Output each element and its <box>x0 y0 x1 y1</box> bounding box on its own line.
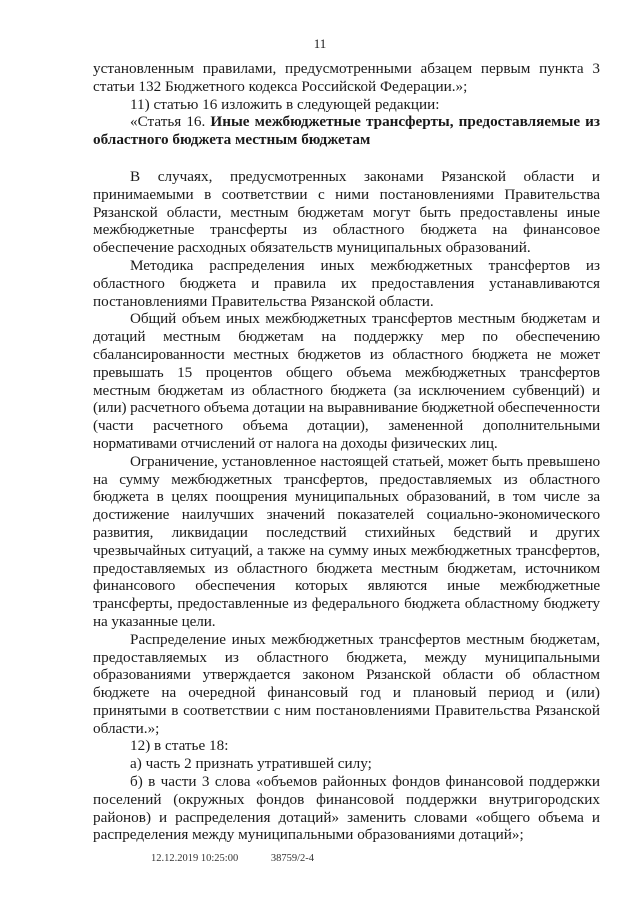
footer-doc-code: 38759/2-4 <box>270 853 315 864</box>
paragraph-item-12: 12) в статье 18: <box>130 737 229 755</box>
document-body <box>93 60 600 844</box>
paragraph-item-11: 11) статью 16 изложить в следующей редакции: <box>130 95 440 113</box>
paragraph-methodology: Методика распределения иных межбюджетных трансфертов из областного бюджета и правила их предоставления устанавливаются постановлениями Правительства Рязанской области. <box>93 256 600 310</box>
footer-timestamp: 12.12.2019 10:25:00 <box>151 853 239 864</box>
paragraph-cases: В случаях, предусмотренных законами Рязанской области и принимаемыми в соответствии с ними постановлениями Правительства Рязанской области, местным бюджетам могут быть предоставлены иные межбюджетные трансферты из областного бюджета на финансовое обеспечение расходных обязательств муниципальных образований. <box>93 167 600 257</box>
paragraph-total-volume: Общий объем иных межбюджетных трансфертов местным бюджетам и дотаций местным бюджетам на поддержку мер по обеспечению сбалансированности местных бюджетов из областного бюджета не может превышать 15 процентов общего объема межбюджетных трансфертов местным бюджетам из областного бюджета (за исключением субвенций) и (или) расчетного объема дотации на выравнивание бюджетной обеспеченности (части расчетного объема дотации), замененной дополнительными нормативами отчислений от налога на доходы физических лиц. <box>93 310 600 452</box>
footer <box>151 853 314 864</box>
article-heading-prefix: «Статья 16. <box>130 113 211 131</box>
paragraph-subitem-b: б) в части 3 слова «объемов районных фондов финансовой поддержки поселений (окружных фондов финансовой поддержки внутригородских районов) и распределения дотаций» заменить словами «общего объема и распределения между муниципальными образованиями дотаций»; <box>93 773 600 844</box>
paragraph-subitem-a: а) часть 2 признать утратившей силу; <box>130 755 372 773</box>
paragraph-distribution: Распределение иных межбюджетных трансфертов местным бюджетам, предоставляемых из областного бюджета, между муниципальными образованиями утверждается законом Рязанской области об областном бюджете на очередной финансовый год и плановый период и (или) принятыми в соответствии с ним постановлениями Правительства Рязанской области.»; <box>93 630 600 737</box>
page-number: 11 <box>313 36 327 51</box>
article-heading-title: Иные межбюджетные трансферты, предоставляемые из областного бюджета местным бюджетам <box>93 113 600 149</box>
paragraph-limitation: Ограничение, установленное настоящей статьей, может быть превышено на сумму межбюджетных трансфертов, предоставляемых из областного бюджета в целях поощрения муниципальных образований, в том числе за достижение наилучших значений показателей социально-экономического развития, ликвидации последствий стихийных бедствий и других чрезвычайных ситуаций, а также на сумму иных межбюджетных трансфертов, предоставляемых из областного бюджета местным бюджетам, источником финансового обеспечения которых являются иные межбюджетные трансферты, предоставленные из федерального бюджета областному бюджету на указанные цели. <box>93 452 600 630</box>
paragraph-continuation: установленным правилами, предусмотренными абзацем первым пункта 3 статьи 132 Бюджетного кодекса Российской Федерации.»; <box>93 60 600 95</box>
article-heading <box>93 113 600 149</box>
